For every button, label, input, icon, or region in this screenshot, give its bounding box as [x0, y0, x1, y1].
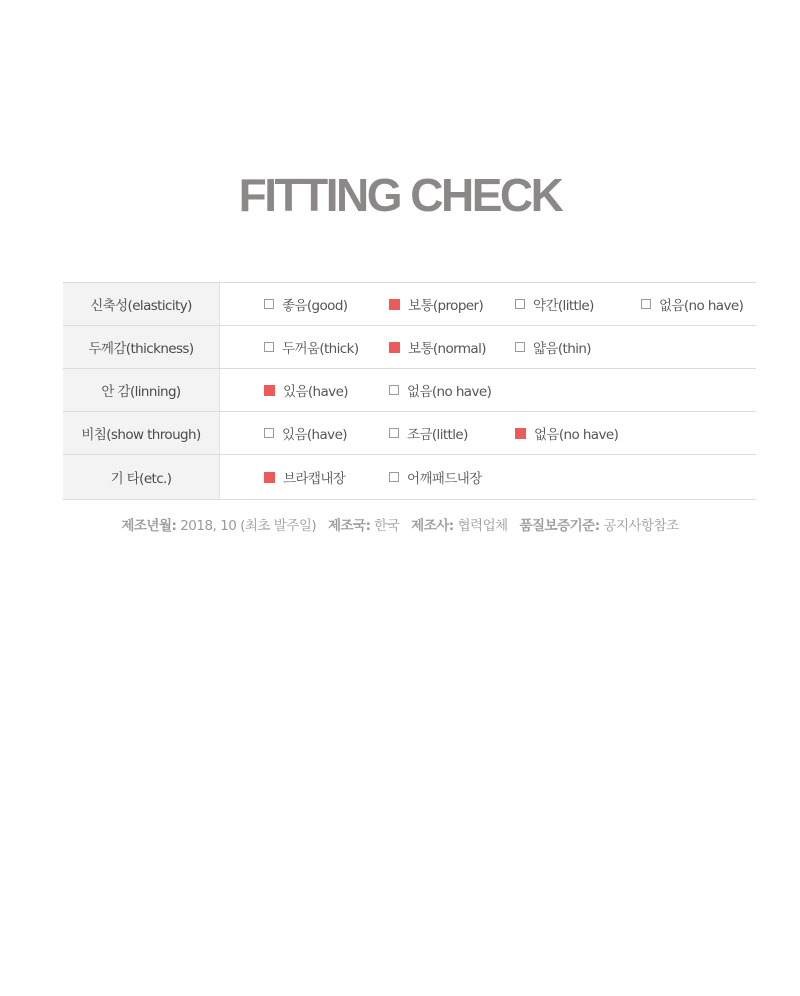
option-no-have	[515, 412, 618, 454]
country-label: 제조국:	[327, 518, 371, 534]
option-label: 어깨패드내장	[407, 471, 482, 487]
fitting-table	[63, 282, 756, 500]
warranty-value: 공지사항참조	[603, 518, 679, 534]
option-label: 조금(little)	[407, 427, 468, 443]
option-proper	[389, 283, 483, 325]
option-little	[515, 283, 594, 325]
page-title: FITTING CHECK	[238, 169, 562, 221]
row-label: 비침(show through)	[63, 412, 220, 454]
checkbox-unchecked-icon	[515, 299, 525, 309]
option-good	[264, 283, 347, 325]
option-label: 있음(have)	[283, 384, 348, 400]
checkbox-unchecked-icon	[264, 299, 274, 309]
table-row-linning	[63, 369, 756, 412]
table-row-thickness	[63, 326, 756, 369]
option-no-have	[389, 369, 491, 411]
option-label: 보통(proper)	[408, 298, 484, 314]
option-no-have	[641, 283, 743, 325]
option-label: 약간(little)	[533, 298, 594, 314]
table-row-elasticity	[63, 283, 756, 326]
maker-label: 제조사:	[411, 518, 454, 534]
table-row-etc	[63, 455, 756, 500]
row-label: 안 감(linning)	[63, 369, 220, 411]
country-value: 한국	[374, 518, 400, 534]
option-have	[264, 369, 348, 411]
option-label: 있음(have)	[282, 427, 347, 443]
option-normal	[389, 326, 486, 368]
option-little	[389, 412, 468, 454]
option-label: 얇음(thin)	[533, 341, 591, 357]
maker-value: 협력업체	[457, 518, 508, 534]
checkbox-checked-icon	[515, 428, 526, 439]
checkbox-checked-icon	[264, 472, 275, 483]
option-have	[264, 412, 347, 454]
row-label: 신축성(elasticity)	[63, 283, 220, 325]
checkbox-unchecked-icon	[389, 472, 399, 482]
checkbox-unchecked-icon	[515, 342, 525, 352]
option-label: 없음(no have)	[659, 298, 744, 314]
option-label: 보통(normal)	[408, 341, 486, 357]
checkbox-checked-icon	[389, 299, 400, 310]
product-info-footer	[0, 514, 800, 534]
table-row-show-through	[63, 412, 756, 455]
option-label: 없음(no have)	[407, 384, 492, 400]
row-label: 기 타(etc.)	[63, 455, 220, 499]
checkbox-checked-icon	[389, 342, 400, 353]
option-label: 좋음(good)	[282, 298, 348, 314]
option-bra-cup	[264, 455, 345, 499]
row-label: 두께감(thickness)	[63, 326, 220, 368]
option-thin	[515, 326, 591, 368]
checkbox-unchecked-icon	[389, 428, 399, 438]
option-shoulder-pad	[389, 455, 482, 499]
option-thick	[264, 326, 359, 368]
option-label: 두꺼움(thick)	[282, 341, 359, 357]
option-label: 없음(no have)	[534, 427, 619, 443]
checkbox-checked-icon	[264, 385, 275, 396]
made-date-value: 2018, 10 (최초 발주일)	[180, 518, 317, 534]
option-label: 브라캡내장	[283, 471, 346, 487]
warranty-label: 품질보증기준:	[519, 518, 600, 534]
checkbox-unchecked-icon	[264, 428, 274, 438]
checkbox-unchecked-icon	[641, 299, 651, 309]
made-date-label: 제조년월:	[121, 518, 177, 534]
checkbox-unchecked-icon	[389, 385, 399, 395]
checkbox-unchecked-icon	[264, 342, 274, 352]
